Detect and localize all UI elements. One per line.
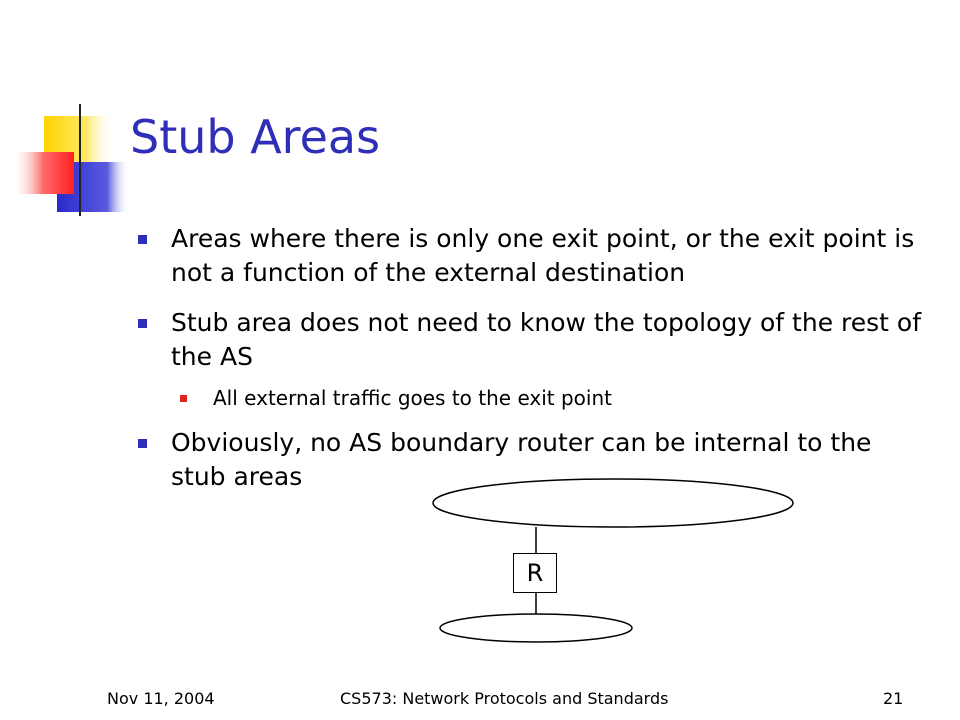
router-box: R — [513, 553, 557, 593]
bullet-text: Stub area does not need to know the topology of the rest of the AS — [171, 308, 921, 371]
footer-date: Nov 11, 2004 — [107, 689, 215, 708]
stub-area-ellipse — [440, 614, 632, 642]
bullet-text: Obviously, no AS boundary router can be internal to the stub areas — [171, 428, 872, 491]
backbone-area-ellipse — [433, 479, 793, 527]
footer-page-number: 21 — [883, 689, 904, 708]
bullet-text: Areas where there is only one exit point, or the exit point is not a function of the external destination — [171, 224, 915, 287]
slide-title: Stub Areas — [130, 110, 381, 164]
footer-course-title: CS573: Network Protocols and Standards — [340, 689, 669, 708]
sub-bullet-text: All external traffic goes to the exit point — [213, 386, 612, 410]
